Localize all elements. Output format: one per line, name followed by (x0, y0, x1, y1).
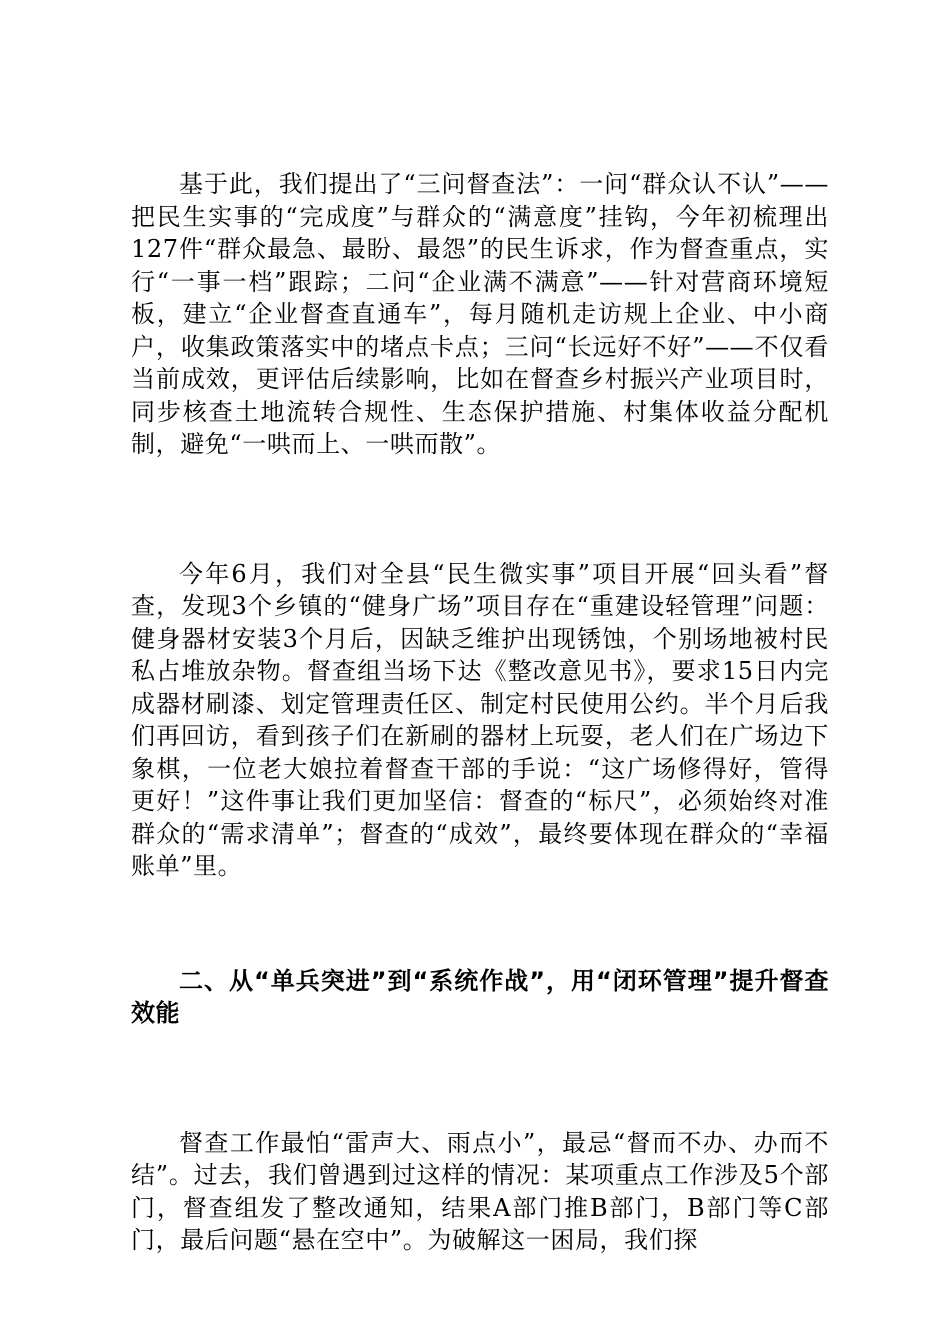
paragraph-fitness-plaza-inspection: 今年6月，我们对全县“民生微实事”项目开展“回头看”督查，发现3个乡镇的“健身广场”项目存在“重建设轻管理”问题：健身器材安装3个月后，因缺乏维护出现锈蚀，个别场地被村民私占堆放杂物。督查组当场下达《整改意见书》，要求15日内完成器材刷漆、划定管理责任区、制定村民使用公约。半个月后我们再回访，看到孩子们在新刷的器材上玩耍，老人们在广场边下象棋，一位老大娘拉着督查干部的手说：“这广场修得好，管得更好！”这件事让我们更加坚信：督查的“标尺”，必须始终对准群众的“需求清单”；督查的“成效”，最终要体现在群众的“幸福账单”里。 (131, 559, 829, 880)
paragraph-closed-loop-management: 督查工作最怕“雷声大、雨点小”，最忌“督而不办、办而不结”。过去，我们曾遇到过这样的情况：某项重点工作涉及5个部门，督查组发了整改通知，结果A部门推B部门，B部门等C部门，最后问题“悬在空中”。为破解这一困局，我们探 (131, 1128, 829, 1254)
section-heading-closed-loop: 二、从“单兵突进”到“系统作战”，用“闭环管理”提升督查效能 (131, 966, 829, 1027)
paragraph-spacer (131, 461, 829, 558)
heading-spacer-after (131, 1030, 829, 1127)
paragraph-three-questions: 基于此，我们提出了“三问督查法”：一问“群众认不认”——把民生实事的“完成度”与群众的“满意度”挂钩，今年初梳理出127件“群众最急、最盼、最怨”的民生诉求，作为督查重点，实行“一事一档”跟踪；二问“企业满不满意”——针对营商环境短板，建立“企业督查直通车”，每月随机走访规上企业、中小商户，收集政策落实中的堵点卡点；三问“长远好不好”——不仅看当前成效，更评估后续影响，比如在督查乡村振兴产业项目时，同步核查土地流转合规性、生态保护措施、村集体收益分配机制，避免“一哄而上、一哄而散”。 (131, 170, 829, 458)
document-body (131, 168, 829, 1257)
heading-spacer-before (131, 883, 829, 965)
